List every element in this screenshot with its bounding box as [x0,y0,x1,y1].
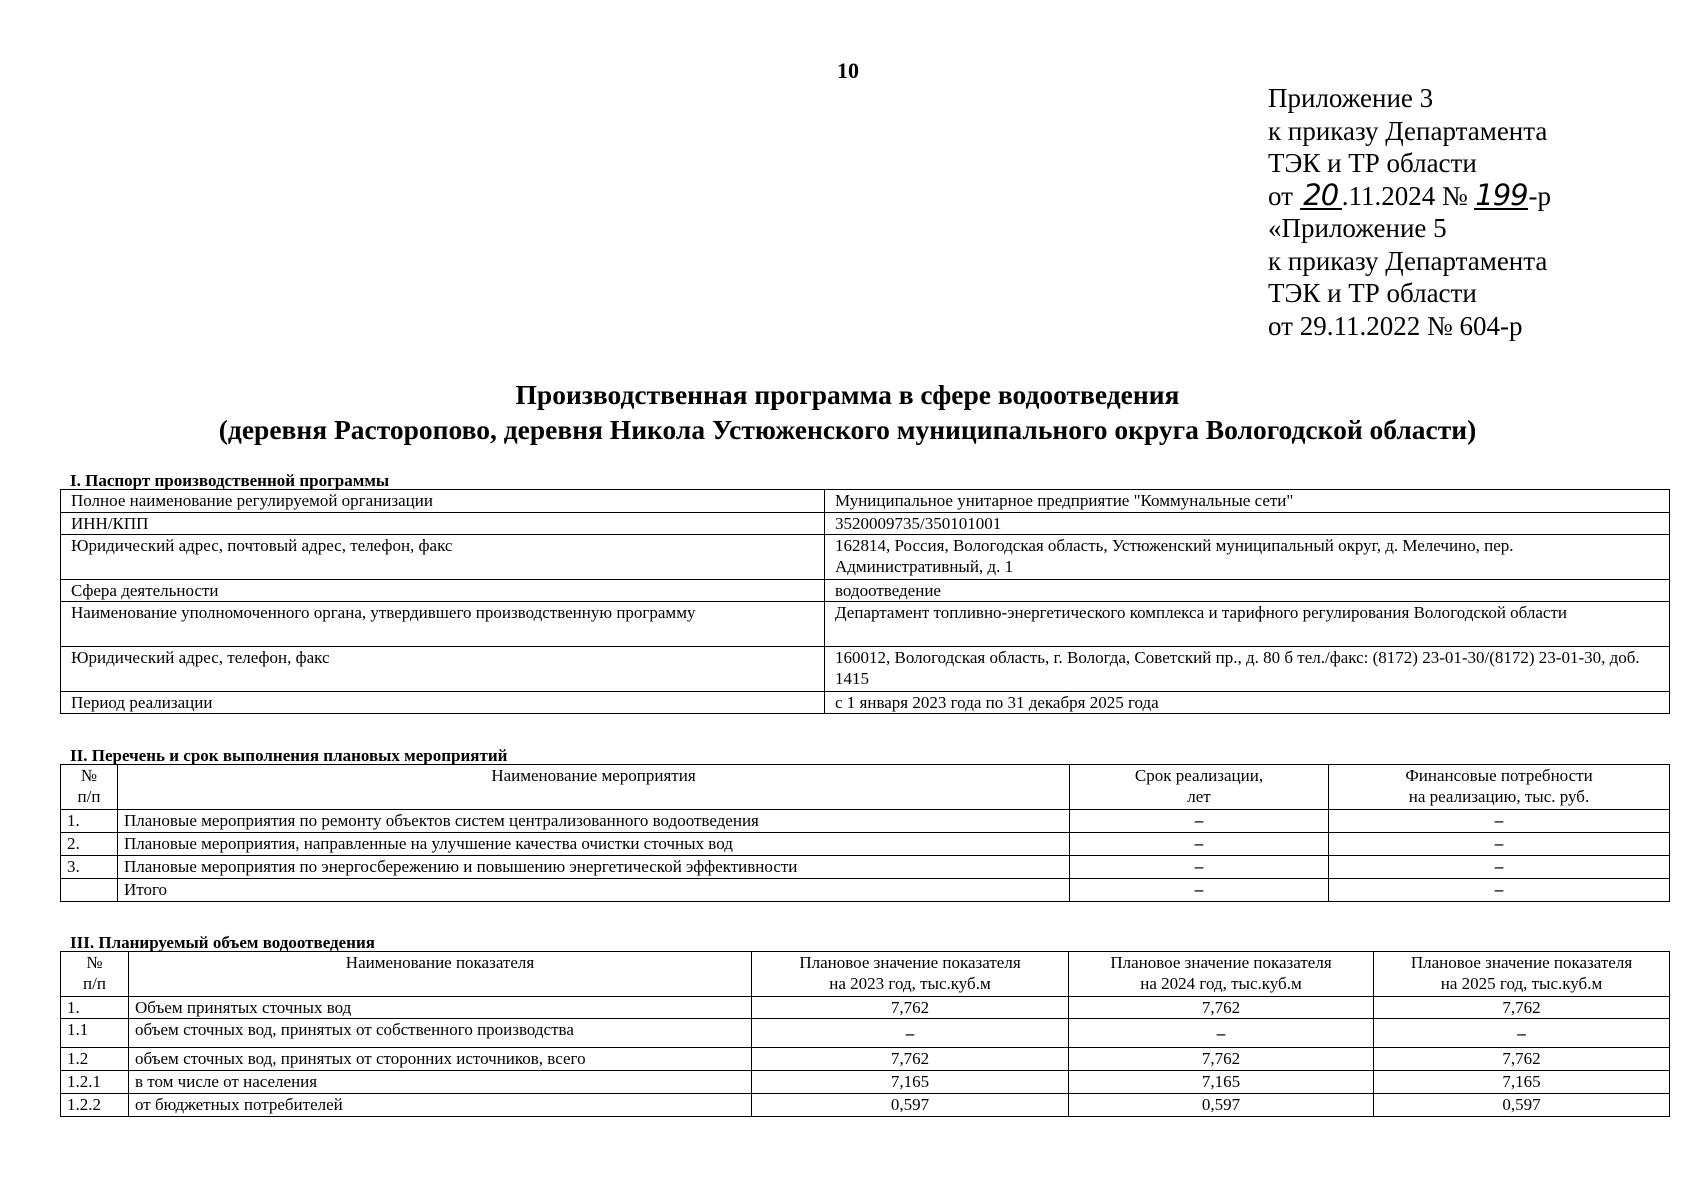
cell-num: 3. [61,856,118,879]
header-term [1070,765,1329,810]
header-text: на 2023 год, тыс.куб.м [829,974,991,993]
table-row [61,833,1670,856]
cell-2023: 7,165 [752,1071,1069,1094]
passport-label: Сфера деятельности [61,580,825,602]
cell-2023: 7,762 [752,1048,1069,1071]
cell-num: 1.2.2 [61,1094,129,1117]
header-text: на реализацию, тыс. руб. [1408,787,1590,806]
cell-2023: 0,597 [752,1094,1069,1117]
table-row [61,513,1670,535]
cell-num: 1. [61,997,129,1019]
header-text: № [86,953,103,972]
events-table [60,764,1670,902]
table-row [61,692,1670,714]
cell-num: 1. [61,810,118,833]
table-row [61,602,1670,647]
page-number: 10 [837,58,859,83]
cell-num: 1.2 [61,1048,129,1071]
header-name: Наименование мероприятия [118,765,1070,810]
cell-name: Объем принятых сточных вод [129,997,752,1019]
table-row [61,490,1670,513]
cell-finance: – [1329,810,1670,833]
cell-name: Итого [118,879,1070,902]
passport-label: Период реализации [61,692,825,714]
header-name: Наименование показателя [129,952,752,997]
appendix-block [1268,82,1551,342]
passport-value: с 1 января 2023 года по 31 декабря 2025 года [825,692,1670,714]
cell-name: Плановые мероприятия по ремонту объектов систем централизованного водоотведения [118,810,1070,833]
section-heading-passport: I. Паспорт производственной программы [70,471,390,490]
header-text: Плановое значение показателя [1110,953,1332,972]
cell-2024: – [1069,1019,1374,1048]
header-text: лет [1187,787,1211,806]
appendix-line: к приказу Департамента [1268,115,1548,146]
table-row [61,997,1670,1019]
passport-label: ИНН/КПП [61,513,825,535]
cell-2025: 7,762 [1374,1048,1670,1071]
cell-finance: – [1329,833,1670,856]
header-text: Плановое значение показателя [799,953,1021,972]
document-title: Производственная программа в сфере водоотведения [515,379,1180,410]
cell-num: 1.1 [61,1019,129,1048]
volume-table [60,951,1670,1117]
header-text: Срок реализации, [1134,766,1264,785]
order-suffix: -р [1528,180,1551,211]
passport-value: 162814, Россия, Вологодская область, Устюженский муниципальный округ, д. Мелечино, пер. Административный, д. 1 [825,535,1670,580]
passport-value: 3520009735/350101001 [825,513,1670,535]
header-text: № [80,766,98,785]
cell-finance: – [1329,879,1670,902]
appendix-line: к приказу Департамента [1268,245,1548,276]
appendix-line: ТЭК и ТР области [1268,278,1477,308]
cell-name: объем сточных вод, принятых от собственного производства [129,1019,752,1048]
handwritten-order-number: 199 [1475,177,1528,212]
cell-num: 1.2.1 [61,1071,129,1094]
cell-term: – [1070,856,1329,879]
cell-2025: 7,165 [1374,1071,1670,1094]
passport-table [60,489,1670,714]
passport-label: Наименование уполномоченного органа, утвердившего производственную программу [61,602,825,647]
passport-value: Муниципальное унитарное предприятие "Коммунальные сети" [825,490,1670,513]
section-heading-events: II. Перечень и срок выполнения плановых мероприятий [70,746,508,765]
table-row [61,580,1670,602]
cell-name: объем сточных вод, принятых от сторонних источников, всего [129,1048,752,1071]
cell-2025: 7,762 [1374,997,1670,1019]
appendix-line: «Приложение 5 [1268,213,1447,243]
passport-value: водоотведение [825,580,1670,602]
passport-label: Юридический адрес, телефон, факс [61,647,825,692]
cell-term: – [1070,833,1329,856]
table-row [61,1094,1670,1117]
cell-finance: – [1329,856,1670,879]
passport-label: Полное наименование регулируемой организации [61,490,825,513]
passport-value: Департамент топливно-энергетического комплекса и тарифного регулирования Вологодской области [825,602,1670,647]
table-row-total [61,879,1670,902]
cell-term: – [1070,810,1329,833]
appendix-line: от 29.11.2022 № 604-р [1268,310,1523,341]
appendix-line: ТЭК и ТР области [1268,148,1477,178]
passport-label: Юридический адрес, почтовый адрес, телефон, факс [61,535,825,580]
table-row [61,1019,1670,1048]
table-row [61,535,1670,580]
cell-2025: 0,597 [1374,1094,1670,1117]
header-text: п/п [77,787,101,806]
table-row [61,647,1670,692]
table-row [61,856,1670,879]
header-num [61,765,118,810]
header-2024 [1069,952,1374,997]
header-text: на 2025 год, тыс.куб.м [1440,974,1603,993]
header-finance [1329,765,1670,810]
header-text: Плановое значение показателя [1410,953,1633,972]
header-text: Финансовые потребности [1405,766,1593,785]
appendix-date-line [1268,177,1551,213]
cell-term: – [1070,879,1329,902]
date-prefix: от [1268,180,1293,211]
cell-num: 2. [61,833,118,856]
table-header-row [61,952,1670,997]
header-text: на 2024 год, тыс.куб.м [1140,974,1302,993]
table-row [61,1071,1670,1094]
date-rest: .11.2024 № [1341,180,1468,211]
cell-2023: 7,762 [752,997,1069,1019]
section-heading-volume: III. Планируемый объем водоотведения [70,933,375,952]
passport-value: 160012, Вологодская область, г. Вологда, Советский пр., д. 80 б тел./факс: (8172) 23-01-30/(8172) 23-01-30, доб. 1415 [825,647,1670,692]
cell-name: Плановые мероприятия, направленные на улучшение качества очистки сточных вод [118,833,1070,856]
appendix-line: Приложение 3 [1268,83,1434,113]
cell-2023: – [752,1019,1069,1048]
header-num [61,952,129,997]
cell-2024: 7,762 [1069,997,1374,1019]
header-text: п/п [83,974,106,993]
cell-2025: – [1374,1019,1670,1048]
cell-name: в том числе от населения [129,1071,752,1094]
table-header-row [61,765,1670,810]
table-row [61,810,1670,833]
table-row [61,1048,1670,1071]
cell-2024: 7,762 [1069,1048,1374,1071]
cell-name: от бюджетных потребителей [129,1094,752,1117]
cell-name: Плановые мероприятия по энергосбережению и повышению энергетической эффективности [118,856,1070,879]
document-subtitle: (деревня Расторопово, деревня Никола Устюженского муниципального округа Вологодской области) [218,414,1477,445]
header-2023 [752,952,1069,997]
header-2025 [1374,952,1670,997]
handwritten-day: 20 [1300,182,1342,210]
cell-2024: 7,165 [1069,1071,1374,1094]
cell-2024: 0,597 [1069,1094,1374,1117]
cell-num [61,879,118,902]
